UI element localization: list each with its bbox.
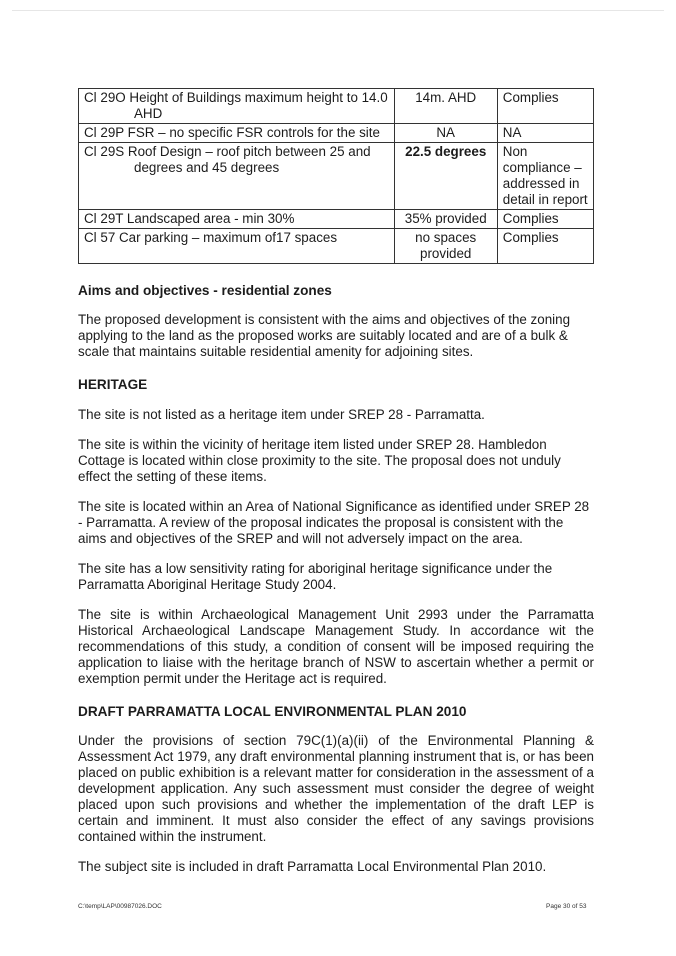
heritage-paragraph-5: The site is within Archaeological Management Unit 2993 under the Parramatta Historical Archaeological Landscape Management Study. In accordance wit the recommendations of this study, a condition of consent will be imposed requiring the application to liaise with the heritage branch of NSW to ascertain whether a permit or exemption permit under the Heritage act is required.	[78, 607, 594, 686]
compliance-table	[78, 88, 594, 264]
footer-page-number: Page 30 of 53	[546, 903, 587, 910]
aims-paragraph: The proposed development is consistent with the aims and objectives of the zoning applying to the land as the proposed works are suitably located and are of a bulk & scale that maintains suitable residential amenity for adjoining sites.	[78, 312, 571, 359]
footer-file-path: C:\temp\LAP\00987026.DOC	[78, 903, 162, 910]
clause-cell: Cl 29S Roof Design – roof pitch between 25 and degrees and 45 degrees	[79, 143, 395, 210]
value-cell: 22.5 degrees	[394, 143, 497, 210]
table-row	[79, 124, 594, 143]
heritage-paragraph-2: The site is within the vicinity of heritage item listed under SREP 28. Hambledon Cottage is located within close proximity to the site. The proposal does not unduly effect the setting of these items.	[78, 437, 561, 484]
clause-cell: Cl 29O Height of Buildings maximum height to 14.0 AHD	[79, 89, 395, 124]
draft-lep-paragraph-2: The subject site is included in draft Parramatta Local Environmental Plan 2010.	[78, 859, 547, 874]
heritage-heading: HERITAGE	[78, 377, 148, 392]
document-body	[78, 88, 594, 875]
aims-heading: Aims and objectives - residential zones	[78, 283, 332, 298]
status-cell: Non compliance – addressed in detail in report	[497, 143, 593, 210]
value-cell: 14m. AHD	[394, 89, 497, 124]
table-row	[79, 229, 594, 264]
clause-cell: Cl 29P FSR – no specific FSR controls for the site	[79, 124, 395, 143]
draft-lep-heading: DRAFT PARRAMATTA LOCAL ENVIRONMENTAL PLAN 2010	[78, 704, 467, 719]
table-row	[79, 89, 594, 124]
heritage-paragraph-3: The site is located within an Area of National Significance as identified under SREP 28 - Parramatta. A review of the proposal indicates the proposal is consistent with the aims and objectives of the SREP and will not adversely impact on the area.	[78, 499, 590, 546]
status-cell: NA	[497, 124, 593, 143]
page-top-edge	[12, 10, 664, 11]
heritage-paragraph-1: The site is not listed as a heritage item under SREP 28 - Parramatta.	[78, 407, 485, 422]
clause-cell: Cl 29T Landscaped area - min 30%	[79, 210, 395, 229]
status-cell: Complies	[497, 89, 593, 124]
draft-lep-paragraph-1: Under the provisions of section 79C(1)(a)(ii) of the Environmental Planning & Assessment Act 1979, any draft environmental planning instrument that is, or has been placed on public exhibition is a relevant matter for consideration in the assessment of a development application. Any such assessment must consider the degree of weight placed upon such provisions and whether the implementation of the draft LEP is certain and imminent. It must also consider the effect of any savings provisions contained within the instrument.	[78, 733, 594, 844]
table-row	[79, 210, 594, 229]
table-row	[79, 143, 594, 210]
status-cell: Complies	[497, 229, 593, 264]
value-cell: NA	[394, 124, 497, 143]
value-cell: 35% provided	[394, 210, 497, 229]
clause-cell: Cl 57 Car parking – maximum of17 spaces	[79, 229, 395, 264]
value-cell: no spaces provided	[394, 229, 497, 264]
heritage-paragraph-4: The site has a low sensitivity rating for aboriginal heritage significance under the Parramatta Aboriginal Heritage Study 2004.	[78, 561, 553, 592]
status-cell: Complies	[497, 210, 593, 229]
